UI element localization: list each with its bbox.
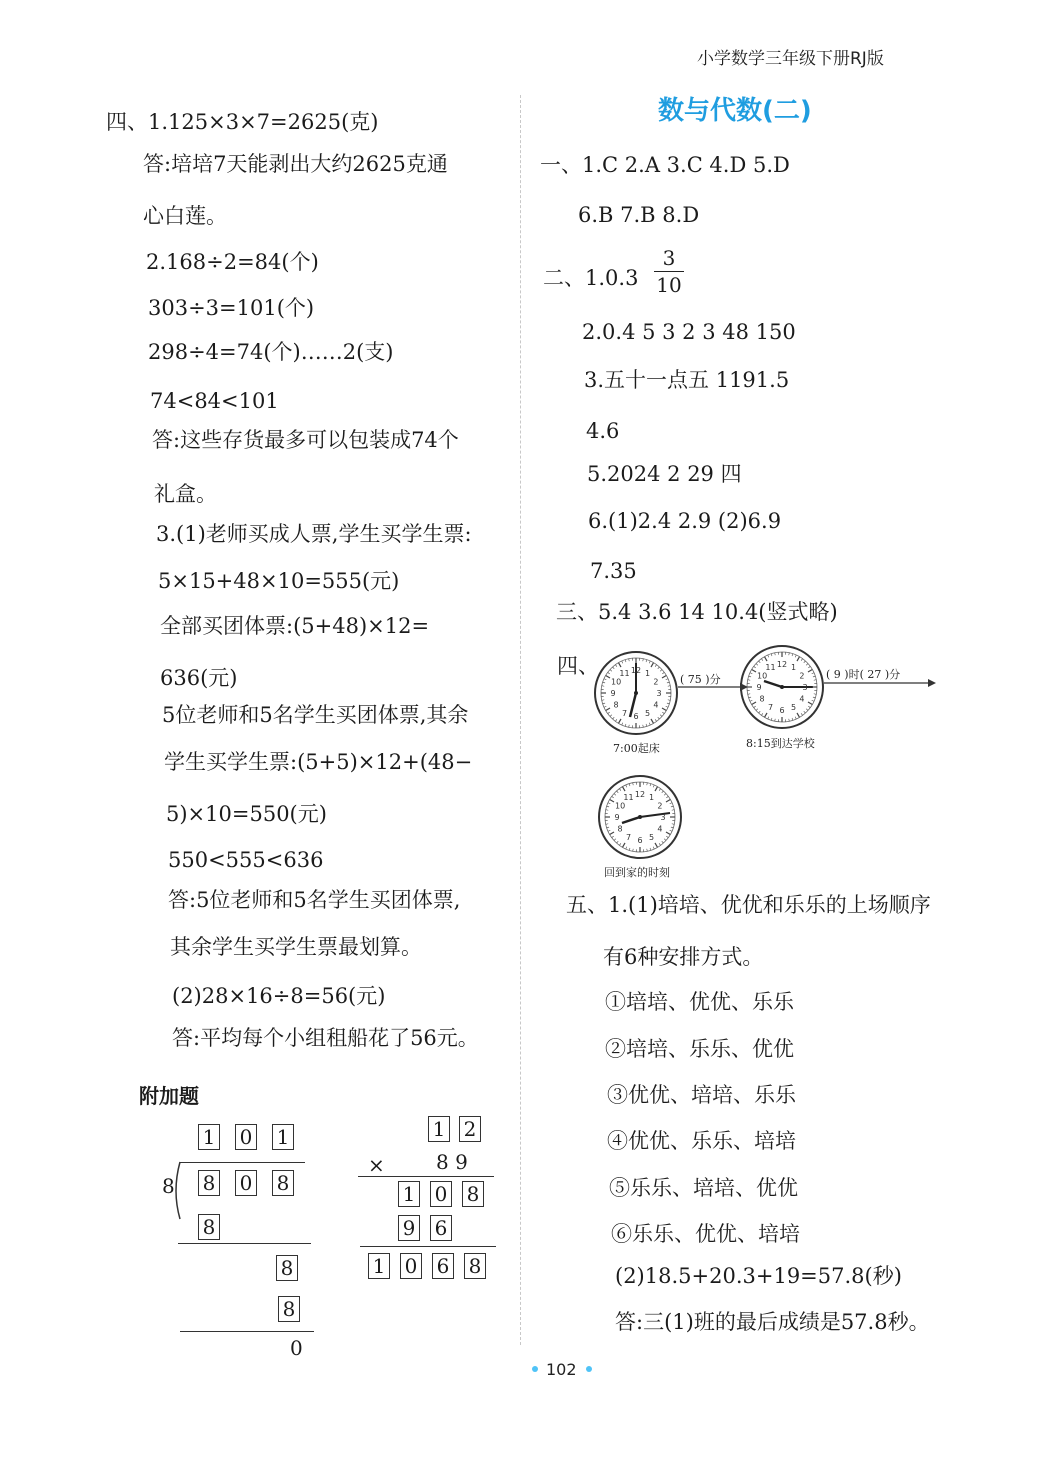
digit-box: 8 [198, 1214, 220, 1240]
clock-number: 4 [799, 694, 805, 704]
subtraction-line [180, 1331, 314, 1332]
answer-line: ④优优、乐乐、培培 [607, 1129, 796, 1153]
answer-line: ③优优、培培、乐乐 [607, 1083, 796, 1107]
clock-number: 12 [630, 666, 642, 675]
subtraction-line [178, 1243, 311, 1244]
answer-line: 5×15+48×10=555(元) [158, 569, 400, 593]
clock-number: 3 [802, 683, 808, 692]
times-sign: × [368, 1153, 385, 1177]
clock-number: 11 [623, 793, 634, 803]
clock-number: 7 [625, 832, 632, 842]
clock-number: 7 [767, 702, 774, 712]
bonus-title: 附加题 [139, 1084, 199, 1108]
digit-box: 0 [235, 1170, 257, 1196]
answer-line: 四、 [557, 654, 599, 678]
answer-line: (2)18.5+20.3+19=57.8(秒) [615, 1264, 902, 1288]
digit-box: 1 [428, 1116, 450, 1142]
answer-line: 五、1.(1)培培、优优和乐乐的上场顺序 [566, 893, 931, 917]
answer-line: 550<555<636 [168, 848, 324, 872]
digit-box: 0 [235, 1124, 257, 1150]
answer-line: 其余学生买学生票最划算。 [170, 935, 422, 959]
clock-number: 1 [648, 793, 655, 803]
digit-box: 8 [276, 1255, 298, 1281]
answer-line: 学生买学生票:(5+5)×12+(48− [164, 750, 473, 774]
clock-number: 2 [799, 671, 805, 681]
clock-number: 1 [644, 669, 651, 679]
digit-box: 1 [398, 1181, 420, 1207]
answer-line: 3.五十一点五 1191.5 [584, 368, 790, 392]
page-dot [586, 1366, 592, 1372]
clock-number: 4 [653, 700, 659, 710]
answer-line: 答:三(1)班的最后成绩是57.8秒。 [615, 1310, 930, 1334]
answer-line: 5位老师和5名学生买团体票,其余 [162, 703, 469, 727]
fraction-bar [654, 271, 684, 272]
answer-line: 四、1.125×3×7=2625(克) [106, 110, 379, 134]
clock-number: 3 [656, 689, 662, 698]
answer-line: 74<84<101 [150, 389, 279, 413]
answer-line: 298÷4=74(个)……2(支) [148, 340, 394, 364]
clock-number: 2 [657, 801, 663, 811]
answer-line: 5.2024 2 29 四 [587, 462, 742, 486]
digit-box: 8 [464, 1253, 486, 1279]
answer-line: 2.0.4 5 3 2 3 48 150 [582, 320, 796, 344]
digit-box: 8 [462, 1181, 484, 1207]
answer-line: 心白莲。 [143, 204, 227, 228]
digit-box: 1 [198, 1124, 220, 1150]
section-title: 数与代数(二) [658, 96, 812, 126]
multiplier: 8 9 [436, 1150, 468, 1174]
answer-line: 7.35 [590, 559, 637, 583]
fraction-numerator: 3 [662, 246, 676, 270]
answer-line: 5)×10=550(元) [166, 802, 327, 826]
answer-line: 一、1.C 2.A 3.C 4.D 5.D [540, 153, 790, 177]
digit-box: 2 [459, 1116, 481, 1142]
answer-line: 二、1.0.3 [543, 266, 639, 290]
answer-line: 三、5.4 3.6 14 10.4(竖式略) [556, 600, 838, 624]
clock-number: 6 [637, 836, 643, 845]
digit-box: 8 [272, 1170, 294, 1196]
clock-number: 12 [776, 660, 788, 669]
answer-line: 3.(1)老师买成人票,学生买学生票: [156, 522, 472, 546]
answer-line: 303÷3=101(个) [148, 296, 315, 320]
remainder: 0 [290, 1336, 303, 1360]
division-bar [180, 1162, 305, 1163]
digit-box: 6 [430, 1215, 452, 1241]
answer-line: 礼盒。 [154, 482, 217, 506]
duration-label: ( 75 )分 [680, 673, 721, 686]
book-title: 小学数学三年级下册RJ版 [697, 49, 884, 69]
answer-line: ⑥乐乐、优优、培培 [611, 1222, 800, 1246]
page-number: 102 [546, 1360, 577, 1379]
answer-line: ⑤乐乐、培培、优优 [609, 1176, 798, 1200]
digit-box: 0 [400, 1253, 422, 1279]
clock-number: 8 [759, 694, 765, 704]
clock-number: 10 [614, 801, 626, 811]
clock-number: 5 [648, 832, 655, 842]
answer-line: 答:培培7天能剥出大约2625克通 [143, 152, 448, 176]
clock-number: 10 [756, 671, 768, 681]
clock-number: 3 [660, 813, 666, 822]
clock-arrive-school [741, 646, 823, 728]
clock-number: 1 [790, 663, 797, 673]
clock-number: 9 [610, 689, 616, 698]
clock-number: 12 [634, 790, 646, 799]
answer-line: 636(元) [160, 666, 238, 690]
clock-number: 2 [653, 677, 659, 687]
digit-box: 8 [278, 1296, 300, 1322]
clock-wake-up [595, 652, 677, 734]
clock-number: 11 [765, 663, 776, 673]
fraction-denominator: 10 [656, 273, 682, 297]
clock-number: 11 [619, 669, 630, 679]
clock-number: 6 [633, 712, 639, 721]
answer-line: ②培培、乐乐、优优 [605, 1037, 794, 1061]
arrow-head [928, 679, 936, 687]
digit-box: 9 [398, 1215, 420, 1241]
clock-caption: 7:00起床 [613, 742, 660, 755]
fraction [654, 246, 684, 297]
digit-box: 1 [368, 1253, 390, 1279]
clock-number: 9 [614, 813, 620, 822]
clock-number: 8 [613, 700, 619, 710]
answer-line: 有6种安排方式。 [603, 945, 764, 969]
clock-caption: 回到家的时刻 [604, 866, 670, 879]
answer-line: 4.6 [586, 419, 620, 443]
clock-number: 8 [617, 824, 623, 834]
answer-line: (2)28×16÷8=56(元) [172, 984, 386, 1008]
answer-line: 6.B 7.B 8.D [578, 203, 700, 227]
clock-number: 6 [779, 706, 785, 715]
answer-line: 6.(1)2.4 2.9 (2)6.9 [588, 509, 782, 533]
answer-line: 答:这些存货最多可以包装成74个 [152, 428, 459, 452]
divisor: 8 [162, 1174, 175, 1198]
clock-number: 4 [657, 824, 663, 834]
clock-caption: 8:15到达学校 [746, 737, 815, 750]
clock-number: 9 [756, 683, 762, 692]
clock-number: 5 [644, 708, 651, 718]
answer-line: 全部买团体票:(5+48)×12= [160, 614, 430, 638]
digit-box: 1 [272, 1124, 294, 1150]
answer-line: 答:平均每个小组租船花了56元。 [172, 1026, 479, 1050]
answer-line: 2.168÷2=84(个) [146, 250, 319, 274]
answer-line: 答:5位老师和5名学生买团体票, [168, 888, 461, 912]
answer-line: ①培培、优优、乐乐 [605, 990, 794, 1014]
clock-number: 7 [621, 708, 628, 718]
clock-number: 10 [610, 677, 622, 687]
clock-home [599, 776, 681, 858]
digit-box: 8 [198, 1170, 220, 1196]
page-dot [532, 1366, 538, 1372]
clock-number: 5 [790, 702, 797, 712]
digit-box: 6 [432, 1253, 454, 1279]
product-line [358, 1176, 494, 1177]
time-label: ( 9 )时( 27 )分 [826, 668, 901, 681]
product-line [360, 1246, 496, 1247]
digit-box: 0 [430, 1181, 452, 1207]
column-divider [520, 95, 521, 1345]
